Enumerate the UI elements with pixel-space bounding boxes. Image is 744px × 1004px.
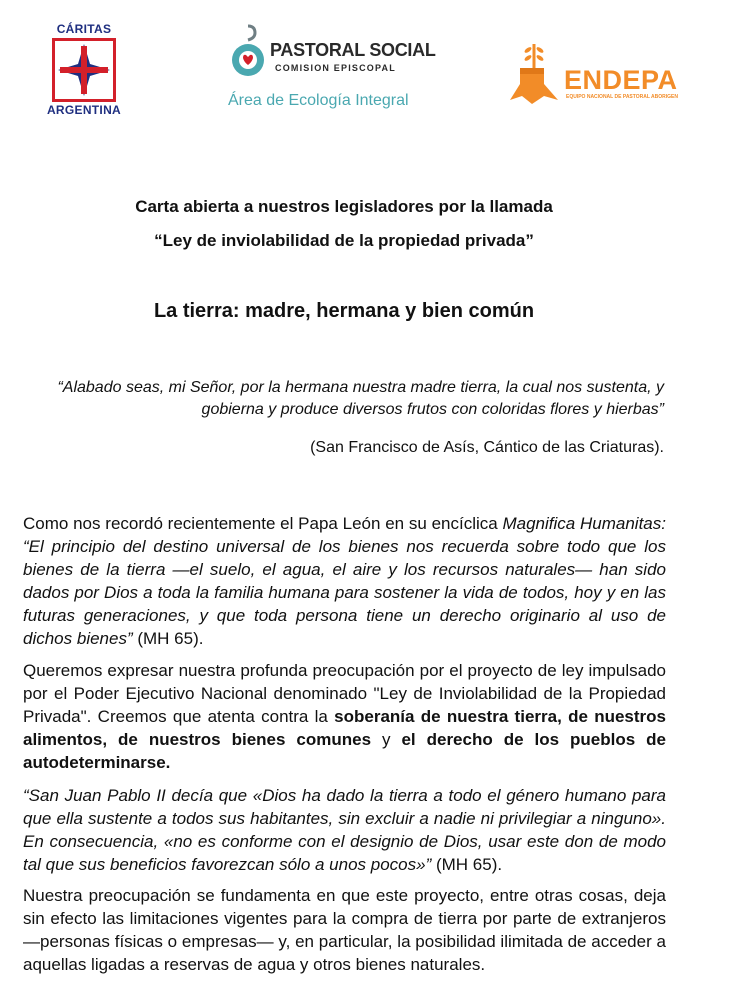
paragraph-1-intro: Como nos recordó recientemente el Papa León en su encíclica xyxy=(23,514,503,533)
paragraph-4: Nuestra preocupación se fundamenta en que este proyecto, entre otras cosas, deja sin efecto las limitaciones vigentes para la compra de tierra por parte de extranjeros —personas físicas o empresas— y, en particular, la posibilidad ilimitada de acceder a aquellas ligadas a reservas de agua y otros bienes naturales. xyxy=(23,886,666,974)
paragraph-3 xyxy=(23,784,666,876)
caritas-logo xyxy=(44,22,124,122)
pastoral-emblem-icon xyxy=(228,24,268,82)
paragraph-2-emphasis-1: soberanía de nuestra tierra, de nuestros alimentos, de nuestros bienes comunes xyxy=(23,707,666,749)
paragraph-1-ref: (MH 65). xyxy=(132,629,204,648)
pastoral-area: Área de Ecología Integral xyxy=(228,92,409,109)
endepa-tagline: EQUIPO NACIONAL DE PASTORAL ABORIGEN xyxy=(566,94,678,100)
pastoral-social-logo xyxy=(222,22,436,117)
page-title: La tierra: madre, hermana y bien común xyxy=(153,300,535,322)
paragraph-3-quote: “San Juan Pablo II decía que «Dios ha dado la tierra a todo el género humano para que ella sustente a todos sus habitantes, sin excluir a nadie ni privilegiar a ninguno». En consecuencia, «no es conforme con el designio de Dios, usar este don de modo tal que sus beneficios favorezcan sólo a unos pocos»” xyxy=(23,786,666,874)
endepa-name: ENDEPA xyxy=(564,65,678,95)
caritas-name: CÁRITAS xyxy=(56,22,112,36)
paragraph-2-connector: y xyxy=(371,730,402,749)
epigraph-line2: gobierna y produce diversos frutos con coloridas flores y hierbas” xyxy=(201,401,664,418)
paragraph-3-ref: (MH 65). xyxy=(431,855,503,874)
caritas-country: ARGENTINA xyxy=(46,103,122,117)
letter-heading-line2: “Ley de inviolabilidad de la propiedad privada” xyxy=(154,231,534,250)
paragraph-2-emphasis-2: el derecho de los pueblos de autodeterminarse. xyxy=(23,730,666,772)
paragraph-1 xyxy=(23,512,666,650)
epigraph-source: (San Francisco de Asís, Cántico de las Criaturas). xyxy=(310,439,664,456)
paragraph-1-quote: Magnifica Humanitas: “El principio del destino universal de los bienes nos recuerda sobre todo que los bienes de la tierra —el suelo, el agua, el aire y los recursos naturales— han sido dados por Dios a toda la familia humana para sostener la vida de todos, hoy y en las futuras generaciones, y que toda persona tiene un derecho originario al uso de dichos bienes” xyxy=(23,514,666,648)
caritas-cross-icon xyxy=(52,38,116,102)
paragraph-2-text: Queremos expresar nuestra profunda preocupación por el proyecto de ley impulsado por el Poder Ejecutivo Nacional denominado "Ley de Inviolabilidad de la Propiedad Privada". Creemos que atenta contra la xyxy=(23,661,666,726)
pastoral-subtitle: COMISION EPISCOPAL xyxy=(275,63,396,73)
endepa-logo xyxy=(500,38,710,113)
letter-heading-line1: Carta abierta a nuestros legisladores por la llamada xyxy=(135,197,553,216)
paragraph-2 xyxy=(23,659,666,774)
tree-stump-icon xyxy=(500,38,564,108)
pastoral-name: PASTORAL SOCIAL xyxy=(270,40,436,60)
epigraph-line1: “Alabado seas, mi Señor, por la hermana nuestra madre tierra, la cual nos sustenta, y xyxy=(57,379,664,396)
